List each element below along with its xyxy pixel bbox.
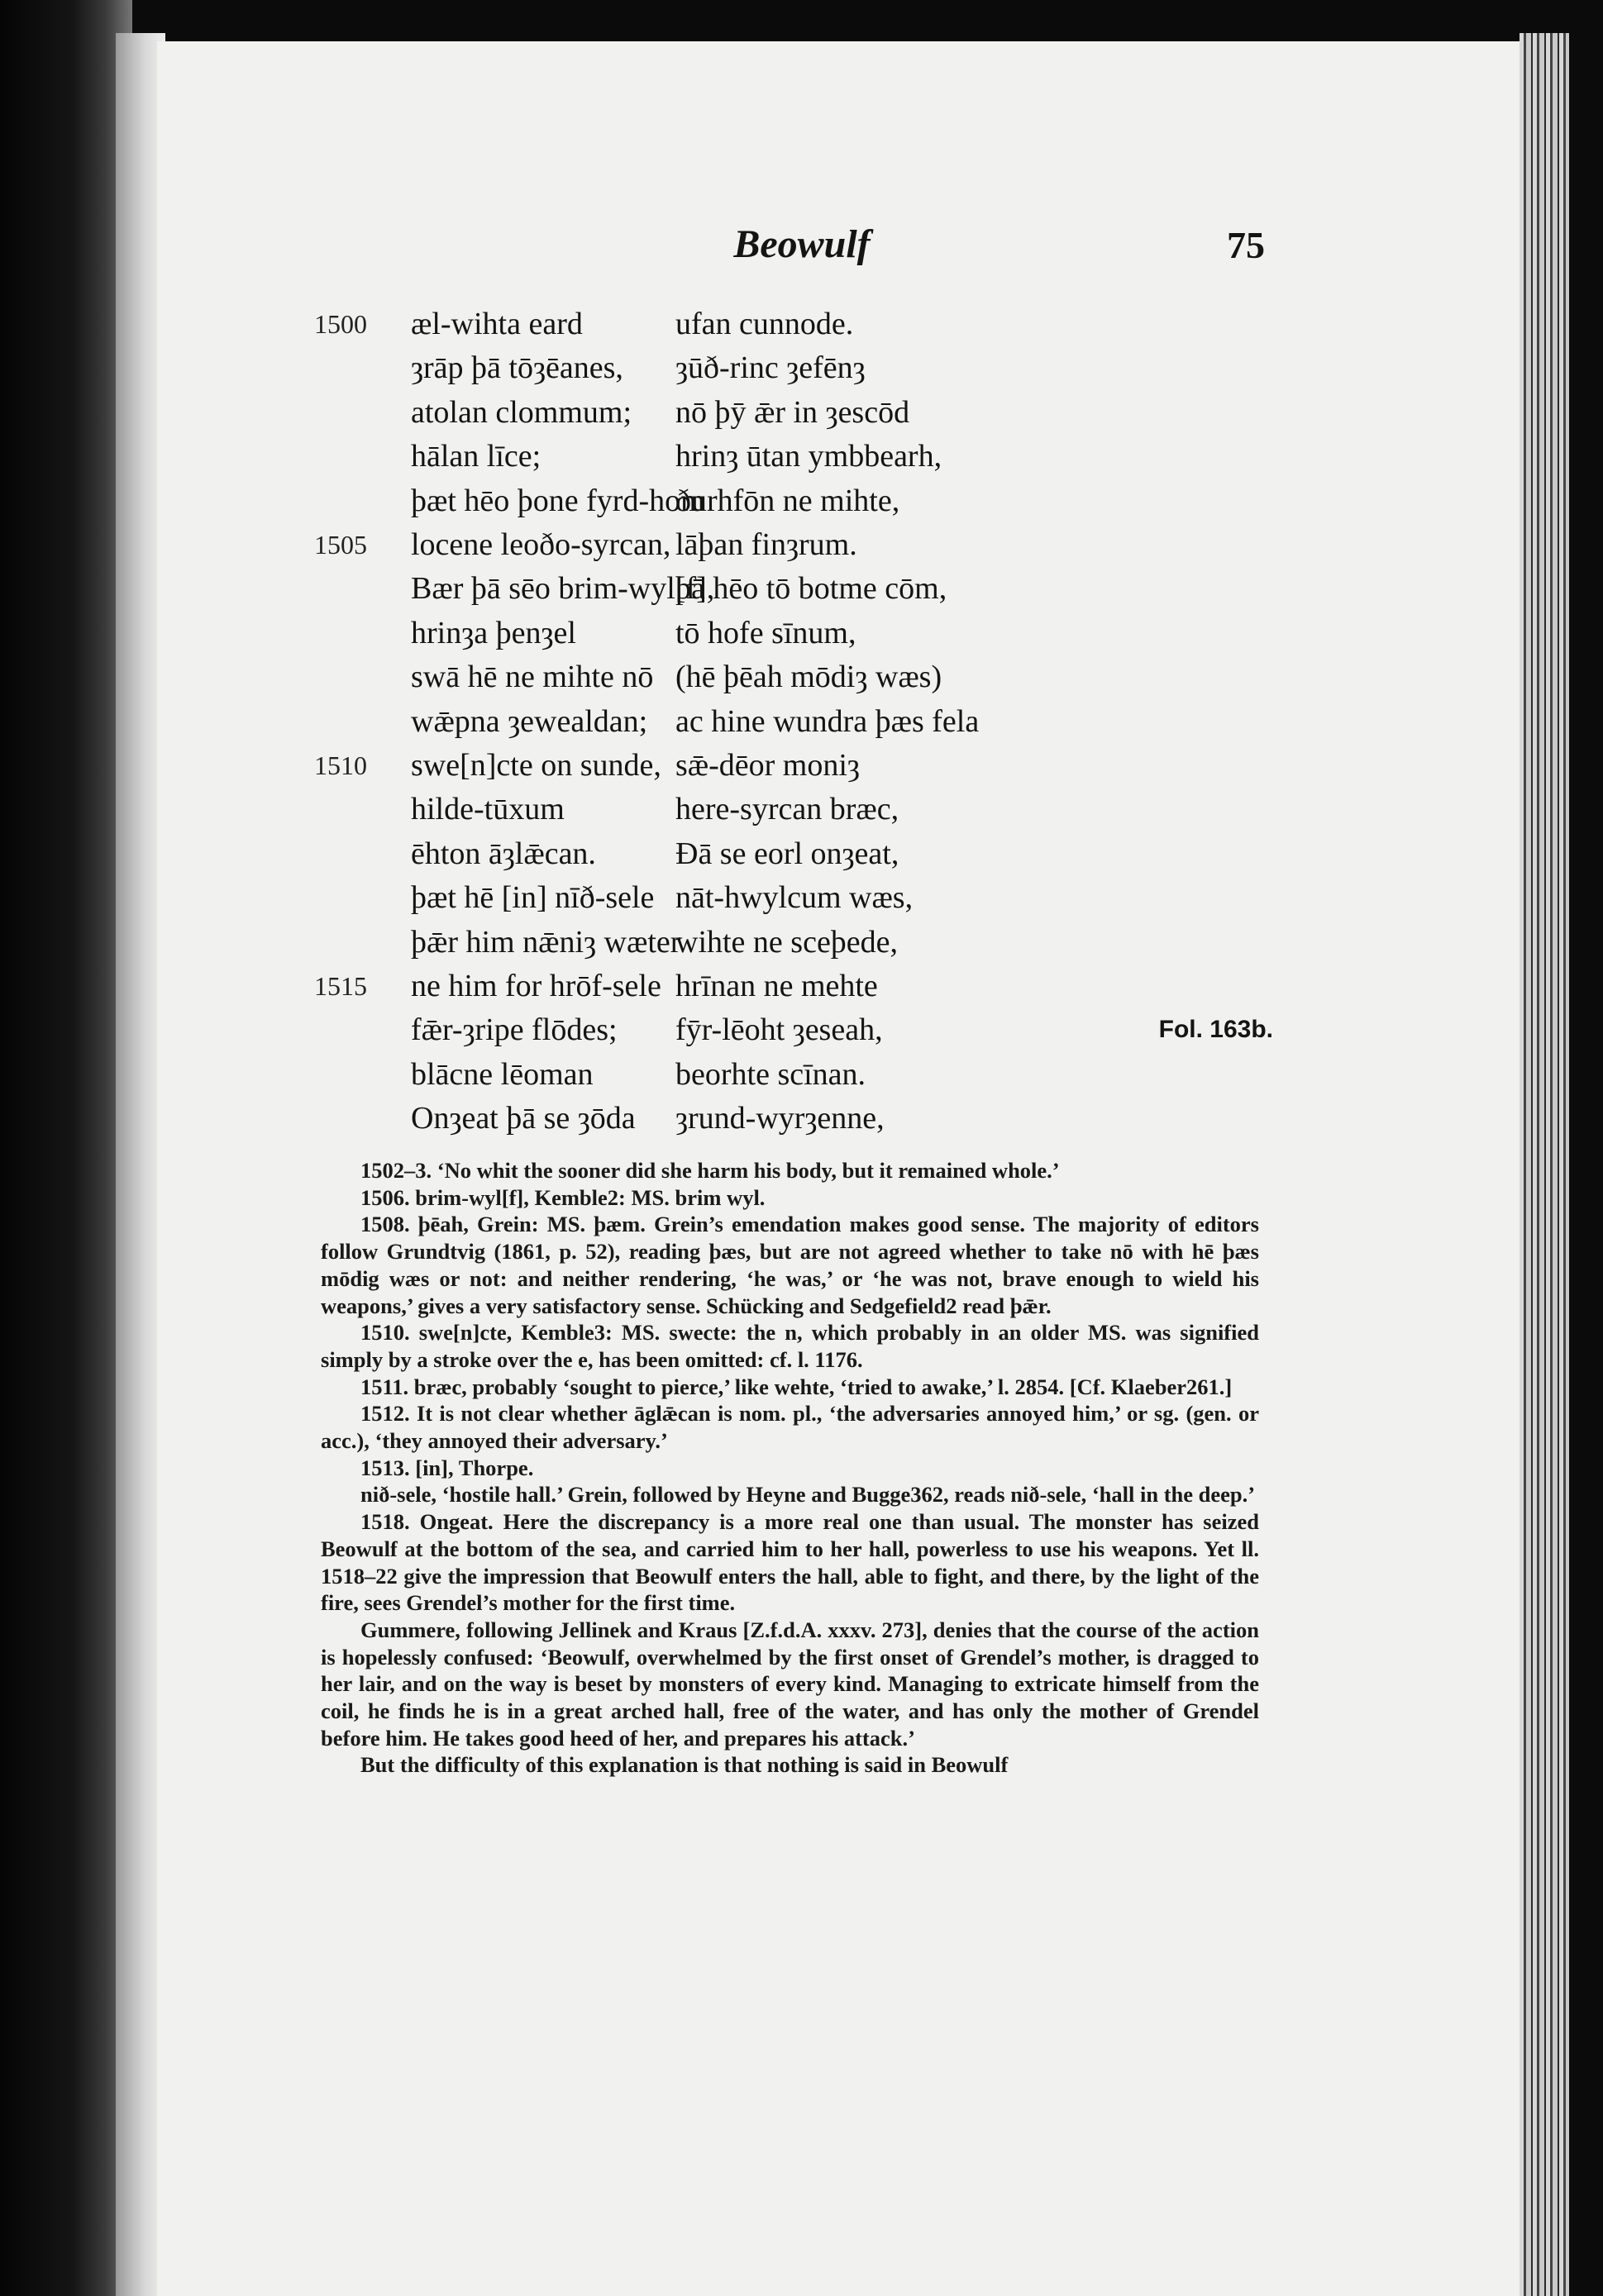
b-verse: ac hine wundra þæs fela	[675, 703, 980, 739]
b-verse: ȝūð-rinc ȝefēnȝ	[675, 350, 866, 386]
b-verse: lāþan finȝrum.	[675, 527, 857, 562]
b-verse: beorhte scīnan.	[675, 1056, 866, 1092]
a-verse: þǣr him nǣniȝ wæter	[411, 924, 681, 960]
verse-line	[0, 743, 1603, 788]
a-verse: swā hē ne mihte nō	[411, 660, 654, 695]
line-number: 1515	[314, 971, 367, 1001]
a-verse: blācne lēoman	[411, 1056, 594, 1092]
note-entry: 1510. swe[n]cte, Kemble3: MS. swecte: the n, which probably in an older MS. was signified simply by a stroke over the e, has been omitted: cf. l. 1176.	[321, 1320, 1259, 1372]
a-verse: locene leoðo-syrcan,	[411, 527, 671, 562]
b-verse: hrīnan ne mehte	[675, 969, 878, 1003]
line-number: 1500	[314, 309, 367, 339]
verse-line	[0, 479, 1603, 523]
b-verse: Ðā se eorl onȝeat,	[675, 836, 899, 871]
verse-line	[0, 655, 1603, 699]
verse-line	[0, 566, 1603, 611]
verse-line	[0, 1007, 1603, 1052]
note-entry: 1518. Ongeat. Here the discrepancy is a more real one than usual. The monster has seized Beowulf at the bottom of the sea, and carried him to her hall, powerless to use his weapons. Yet ll. 1518–22 give the impression that Beowulf enters the hall, able to fight, and there, by the light of the fire, sees Grendel’s mother for the first time.	[321, 1509, 1259, 1616]
note-entry: But the difficulty of this explanation is that nothing is said in Beowulf	[360, 1752, 1009, 1778]
b-verse: þā hēo tō botme cōm,	[675, 571, 947, 607]
running-title: Beowulf	[733, 222, 871, 266]
verse-line	[0, 611, 1603, 655]
b-verse: hrinȝ ūtan ymbbearh,	[675, 439, 942, 474]
verse-line	[0, 434, 1603, 479]
page-number: 75	[1227, 224, 1265, 266]
note-entry: 1506. brim-wyl[f], Kemble2: MS. brim wyl.	[360, 1184, 766, 1210]
a-verse: þæt hēo þone fyrd-hom	[411, 483, 705, 518]
b-verse: ðurhfōn ne mihte,	[675, 483, 900, 518]
verse-line	[0, 390, 1603, 435]
line-number: 1505	[314, 530, 367, 560]
b-verse: fȳr-lēoht ȝeseah,	[675, 1012, 883, 1048]
a-verse: þæt hē [in] nīð-sele	[411, 880, 655, 916]
scan-top-edge	[0, 0, 1603, 41]
b-verse: tō hofe sīnum,	[675, 615, 856, 650]
b-verse: wihte ne sceþede,	[675, 924, 899, 960]
folio-note: Fol. 163b.	[1158, 1016, 1273, 1044]
verse-line	[0, 522, 1603, 567]
line-number: 1510	[314, 750, 367, 780]
a-verse: swe[n]cte on sunde,	[411, 748, 661, 783]
verse-line	[0, 920, 1603, 965]
a-verse: Bær þā sēo brim-wyl[f],	[411, 571, 715, 607]
a-verse: Onȝeat þā se ȝōda	[411, 1101, 636, 1136]
b-verse: ufan cunnode.	[675, 307, 854, 341]
a-verse: hilde-tūxum	[411, 792, 565, 827]
note-entry: Gummere, following Jellinek and Kraus [Z.f.d.A. xxxv. 273], denies that the course of the action is hopelessly confused: ‘Beowulf, overwhelmed by the first onset of Grendel’s mother, is dragged to her lair, and on the way is beset by monsters of every kind. Managing to extricate himself from the coil, he finds he is in a great arched hall, free of the water, and has only the mother of Grendel before him. He takes good heed of her, and prepares his attack.’	[321, 1617, 1259, 1751]
a-verse: atolan clommum;	[411, 394, 632, 430]
b-verse: here-syrcan bræc,	[675, 792, 899, 827]
a-verse: ne him for hrōf-sele	[411, 969, 661, 1003]
note-entry: nið-sele, ‘hostile hall.’ Grein, followed by Heyne and Bugge362, reads nið-sele, ‘hall in the deep.’	[360, 1482, 1256, 1508]
a-verse: fǣr-ȝripe flōdes;	[411, 1012, 618, 1048]
a-verse: wǣpna ȝewealdan;	[411, 703, 648, 739]
note-entry: 1508. þēah, Grein: MS. þæm. Grein’s emendation makes good sense. The majority of editors follow Grundtvig (1861, p. 52), reading þæs, but are not agreed whether to take nō with hē þæs mōdig wæs or not: and neither rendering, ‘he was,’ or ‘he was not, brave enough to wield his weapons,’ gives a very satisfactory sense. Schücking and Sedgefield2 read þǣr.	[321, 1212, 1259, 1318]
verse-line	[0, 1096, 1603, 1141]
note-entry: 1512. It is not clear whether āglǣcan is nom. pl., ‘the adversaries annoyed him,’ or sg. (gen. or acc.), ‘they annoyed their adversary.’	[321, 1401, 1259, 1454]
a-verse: ȝrāp þā tōȝēanes,	[411, 350, 623, 386]
note-entry: 1502–3. ‘No whit the sooner did she harm his body, but it remained whole.’	[360, 1158, 1060, 1183]
b-verse: nāt-hwylcum wæs,	[675, 880, 914, 916]
b-verse: (hē þēah mōdiȝ wæs)	[675, 660, 942, 695]
a-verse: æl-wihta eard	[411, 307, 583, 341]
verse-line	[0, 831, 1603, 876]
a-verse: ēhton āȝlǣcan.	[411, 836, 596, 871]
a-verse: hālan līce;	[411, 439, 541, 474]
verse-line	[0, 302, 1603, 346]
b-verse: sǣ-dēor moniȝ	[675, 748, 860, 783]
a-verse: hrinȝa þenȝel	[411, 615, 576, 650]
b-verse: nō þȳ ǣr in ȝescōd	[675, 394, 910, 430]
verse-line	[0, 875, 1603, 920]
verse-line	[0, 964, 1603, 1008]
note-entry: 1511. bræc, probably ‘sought to pierce,’ like wehte, ‘tried to awake,’ l. 2854. [Cf. Klaeber261.]	[360, 1374, 1233, 1399]
b-verse: ȝrund-wyrȝenne,	[675, 1101, 885, 1136]
verse-line	[0, 787, 1603, 831]
verse-line	[0, 699, 1603, 744]
footnotes	[321, 1157, 1259, 1779]
verse-line	[0, 1052, 1603, 1097]
note-entry: 1513. [in], Thorpe.	[360, 1455, 534, 1480]
verse-line	[0, 345, 1603, 390]
